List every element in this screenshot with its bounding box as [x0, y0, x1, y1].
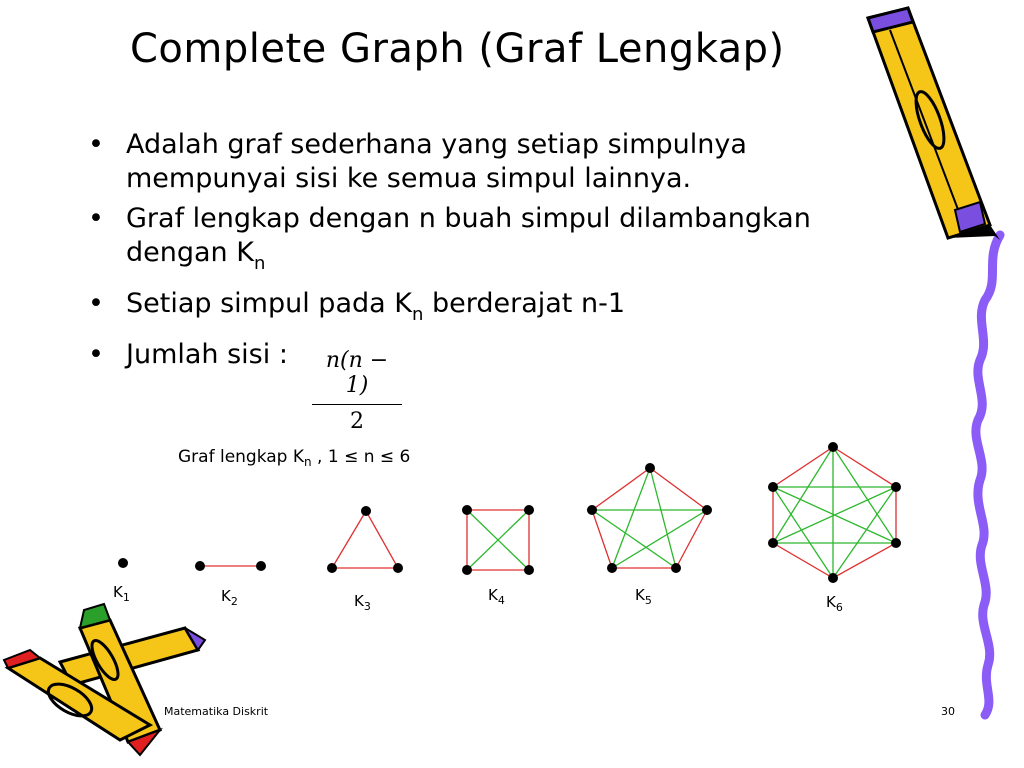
label-k3 [354, 592, 371, 613]
vertex [702, 505, 712, 515]
edge-diagonals [773, 447, 896, 578]
label-base: K [354, 592, 364, 610]
vertex [828, 442, 838, 452]
bullet-subscript: n [411, 304, 424, 325]
graph-k4 [462, 505, 534, 575]
bullet-marker: • [88, 203, 104, 234]
label-sub: 4 [497, 594, 505, 607]
vertex [828, 573, 838, 583]
vertex [462, 505, 472, 515]
bullet-subscript: n [253, 253, 266, 274]
vertex [891, 538, 901, 548]
label-k5 [635, 586, 652, 607]
vertex [327, 563, 337, 573]
graph-k5 [587, 463, 712, 573]
caption-subscript: n [304, 455, 312, 469]
vertex [256, 561, 266, 571]
footer-course: Matematika Diskrit [164, 705, 269, 718]
bullet-marker: • [88, 129, 104, 160]
vertex [768, 538, 778, 548]
label-base: K [826, 593, 836, 611]
vertex [768, 482, 778, 492]
graph-k6 [768, 442, 901, 583]
bullet-text: Adalah graf sederhana yang setiap simpulnya mempunyai sisi ke semua simpul lainnya. [126, 129, 747, 194]
vertex [671, 563, 681, 573]
formula-denominator: 2 [350, 409, 364, 434]
vertex [118, 558, 128, 568]
label-sub: 6 [835, 601, 843, 614]
label-base: K [221, 587, 231, 605]
bullet-marker: • [88, 288, 104, 319]
label-sub: 3 [363, 600, 371, 613]
caption-range: , 1 ≤ n ≤ 6 [311, 447, 411, 467]
label-k2 [221, 587, 238, 608]
caption-text: Graf lengkap K [178, 447, 305, 467]
bullet-text: Jumlah sisi : [126, 339, 288, 370]
vertex [645, 463, 655, 473]
edge-cycle [332, 511, 398, 568]
slide-title: Complete Graph (Graf Lengkap) [130, 26, 785, 72]
bullet-text-after: berderajat n-1 [423, 288, 625, 319]
label-base: K [113, 583, 123, 601]
edge-star [592, 468, 707, 568]
label-base: K [488, 586, 498, 604]
label-sub: 5 [644, 594, 652, 607]
graph-k3 [327, 506, 403, 573]
label-base: K [635, 586, 645, 604]
label-sub: 1 [122, 591, 130, 604]
label-sub: 2 [230, 595, 238, 608]
label-k4 [488, 586, 505, 607]
graph-k1 [118, 558, 128, 568]
vertex [462, 565, 472, 575]
label-k6 [826, 593, 843, 614]
graph-k2 [195, 561, 266, 571]
vertex [524, 505, 534, 515]
vertex [361, 506, 371, 516]
vertex [393, 563, 403, 573]
vertex [524, 565, 534, 575]
vertex [587, 505, 597, 515]
formula-numerator: n(n − 1) [325, 348, 389, 398]
bullet-text: Graf lengkap dengan n buah simpul dilambangkan dengan K [126, 203, 811, 268]
vertex [195, 561, 205, 571]
bullet-text: Setiap simpul pada K [126, 288, 412, 319]
label-k1 [113, 583, 130, 604]
vertex [607, 563, 617, 573]
footer-page-number: 30 [941, 705, 955, 718]
vertex [891, 482, 901, 492]
bullet-marker: • [88, 339, 104, 370]
edge-cycle [592, 468, 707, 568]
